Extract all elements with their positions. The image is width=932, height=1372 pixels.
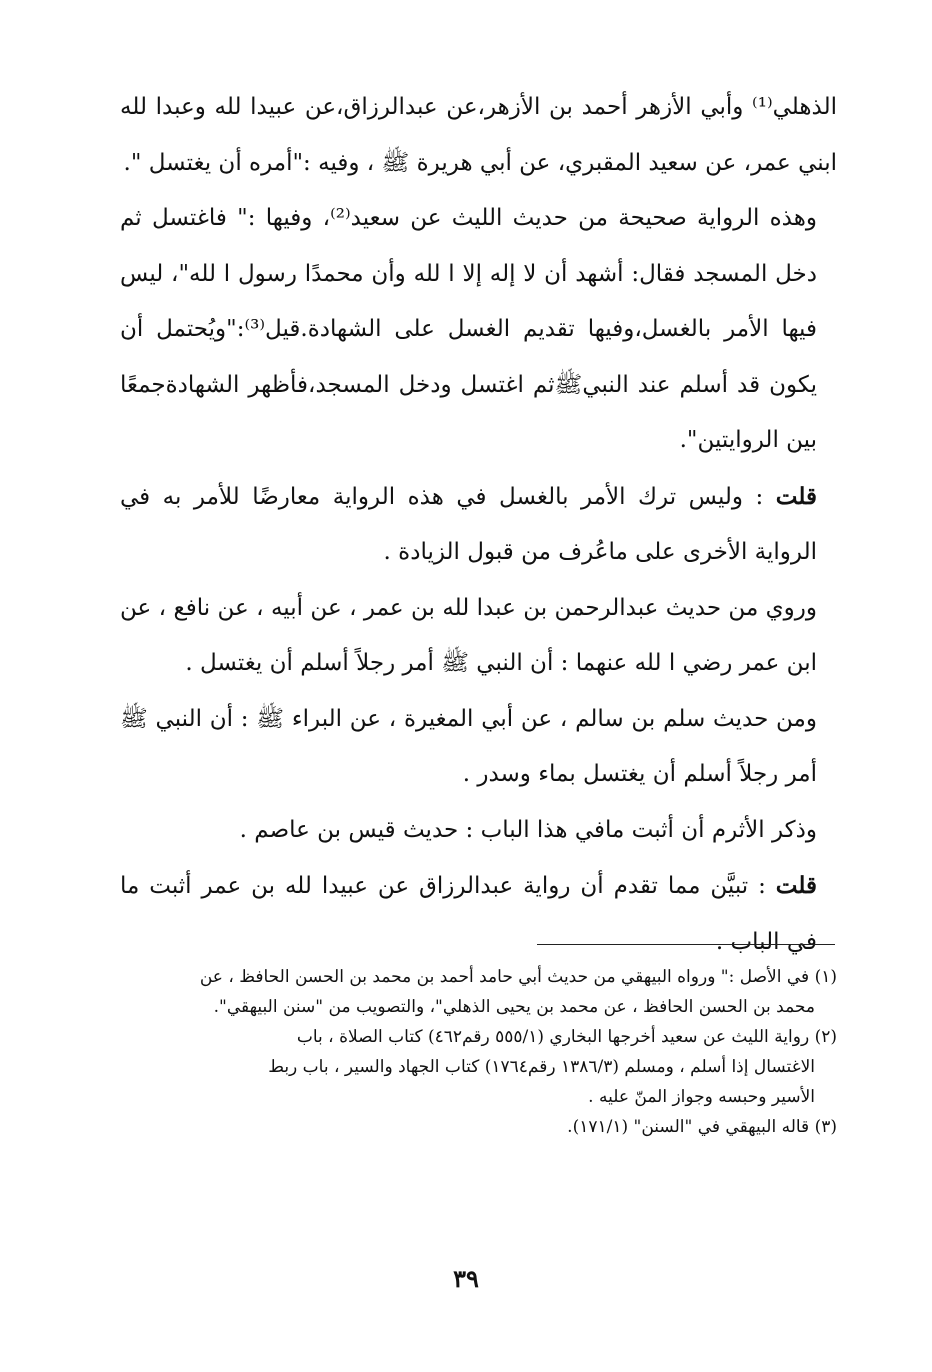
paragraph-3: [120, 469, 837, 581]
footnote-2: (٢) رواية الليث عن سعيد أخرجها البخاري (٥٥٥/١ رقم٤٦٢) كتاب الصلاة ، باب: [296, 1027, 837, 1047]
footnotes: [120, 962, 837, 1142]
paragraph-3-text: : وليس ترك الأمر بالغسل في هذه الرواية معارضًا للأمر به في الرواية الأخرى على ماعُرف من قبول الزيادة .: [120, 483, 817, 565]
footnote-1: (١) في الأصل :" ورواه البيهقي من حديث أبي حامد أحمد بن محمد بن الحسن الحافظ ، عن: [199, 967, 837, 987]
qultu-label: قلت: [775, 872, 817, 899]
paragraph-7-text: : تبيَّن مما تقدم أن رواية عبدالرزاق عن عبيدا لله بن عمر أثبت ما في الباب .: [120, 873, 817, 955]
qultu-label: قلت: [775, 482, 817, 510]
page-number: ٣٩: [453, 1264, 479, 1293]
paragraph-5: ومن حديث سلم بن سالم ، عن أبي المغيرة ، عن البراء ﷺ : أن النبي ﷺ أمر رجلاً أسلم أن يغتسل بماء وسدر .: [120, 705, 817, 787]
footnote-3: (٣) قاله البيهقي في "السنن" (١٧١/١).: [567, 1117, 837, 1137]
paragraph-4: وروي من حديث عبدالرحمن بن عبدا لله بن عمر ، عن أبيه ، عن نافع ، عن ابن عمر رضي ا لله عنهما : أن النبي ﷺ أمر رجلاً أسلم أن يغتسل .: [120, 594, 817, 676]
paragraph-7: [120, 858, 837, 970]
footnote-1-continuation: محمد بن الحسن الحافظ ، عن محمد بن يحيى الذهلي"، والتصويب من "سنن البيهقي".: [213, 997, 815, 1017]
footnote-separator: [537, 944, 835, 945]
paragraph-2: وهذه الرواية صحيحة من حديث الليث عن سعيد⁽²⁾، وفيها :" فاغتسل ثم دخل المسجد فقال: أشهد أن لا إله إلا ا لله وأن محمدًا رسول ا لله"، ليس فيها الأمر بالغسل،وفيها تقديم الغسل على الشهادة.قيل⁽³⁾:"ويُحتمل أن يكون قد أسلم عند النبيﷺثم اغتسل ودخل المسجد،فأظهر الشهادةجمعًا بين الروايتين".: [120, 205, 817, 453]
main-text: [120, 80, 837, 970]
footnote-2-continuation: الاغتسال إذا أسلم ، ومسلم (١٣٨٦/٣ رقم١٧٦٤) كتاب الجهاد والسير ، باب ربط: [268, 1057, 815, 1077]
paragraph-6: وذكر الأثرم أن أثبت مافي هذا الباب : حديث قيس بن عاصم .: [239, 816, 817, 843]
paragraph-1: الذهلي⁽¹⁾ وأبي الأزهر أحمد بن الأزهر،عن عبدالرزاق،عن عبيدا لله وعبدا لله ابني عمر، عن سعيد المقبري، عن أبي هريرة ﷺ ، وفيه :"أمره أن يغتسل ".: [120, 94, 837, 176]
footnote-2-continuation: الأسير وحبسه وجواز المنّ عليه .: [588, 1087, 815, 1107]
